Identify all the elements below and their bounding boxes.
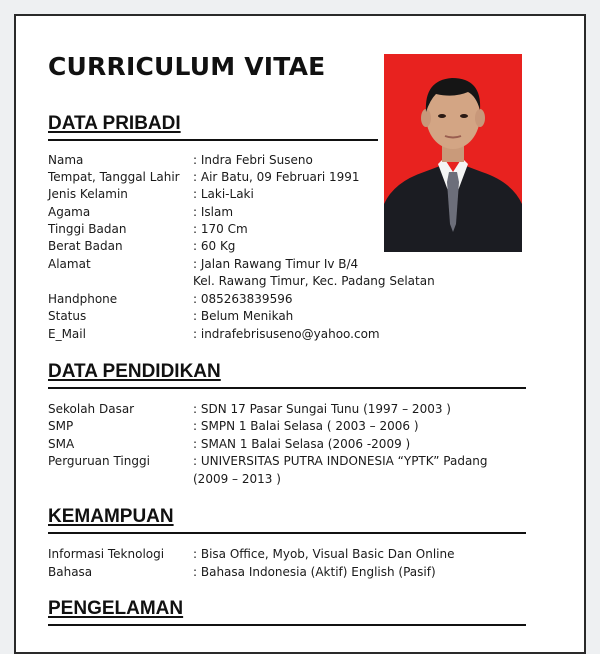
row-value: : Jalan Rawang Timur Iv B/4 bbox=[193, 257, 359, 271]
row-label: E_Mail bbox=[48, 327, 86, 341]
section-heading-kemampuan: KEMAMPUAN bbox=[48, 506, 174, 527]
section-heading-data-pendidikan: DATA PENDIDIKAN bbox=[48, 361, 221, 382]
row-value: : SDN 17 Pasar Sungai Tunu (1997 – 2003 ) bbox=[193, 402, 451, 416]
section-rule bbox=[48, 387, 526, 389]
row-label: Bahasa bbox=[48, 565, 93, 579]
row-label: Status bbox=[48, 309, 87, 323]
row-value: : 60 Kg bbox=[193, 239, 236, 253]
row-value: Kel. Rawang Timur, Kec. Padang Selatan bbox=[193, 274, 435, 288]
row-value: : Islam bbox=[193, 205, 234, 219]
row-value: : UNIVERSITAS PUTRA INDONESIA “YPTK” Padang bbox=[193, 454, 488, 468]
row-label: Nama bbox=[48, 153, 84, 167]
row-value: : indrafebrisuseno@yahoo.com bbox=[193, 327, 380, 341]
row-value: : Laki-Laki bbox=[193, 187, 254, 201]
section-rule bbox=[48, 624, 526, 626]
section-rule bbox=[48, 532, 526, 534]
row-label: SMP bbox=[48, 419, 74, 433]
section-rule bbox=[48, 139, 378, 141]
row-label: Tempat, Tanggal Lahir bbox=[48, 170, 180, 184]
row-value: : Belum Menikah bbox=[193, 309, 294, 323]
section-heading-data-pribadi: DATA PRIBADI bbox=[48, 113, 181, 134]
row-value: : Indra Febri Suseno bbox=[193, 153, 313, 167]
profile-photo bbox=[384, 54, 522, 252]
row-label: Berat Badan bbox=[48, 239, 123, 253]
row-value: : Air Batu, 09 Februari 1991 bbox=[193, 170, 360, 184]
row-value: : Bahasa Indonesia (Aktif) English (Pasif) bbox=[193, 565, 436, 579]
row-value: : 170 Cm bbox=[193, 222, 248, 236]
row-label: SMA bbox=[48, 437, 75, 451]
row-label: Perguruan Tinggi bbox=[48, 454, 150, 468]
row-label: Tinggi Badan bbox=[48, 222, 127, 236]
row-label: Handphone bbox=[48, 292, 118, 306]
row-label: Jenis Kelamin bbox=[48, 187, 128, 201]
row-label: Agama bbox=[48, 205, 91, 219]
row-label: Sekolah Dasar bbox=[48, 402, 135, 416]
cv-title: CURRICULUM VITAE bbox=[48, 52, 326, 81]
row-value: : SMAN 1 Balai Selasa (2006 -2009 ) bbox=[193, 437, 411, 451]
row-label: Alamat bbox=[48, 257, 91, 271]
section-heading-pengelaman: PENGELAMAN bbox=[48, 598, 184, 619]
portrait-illustration bbox=[384, 54, 522, 252]
row-value: : SMPN 1 Balai Selasa ( 2003 – 2006 ) bbox=[193, 419, 419, 433]
row-value: : Bisa Office, Myob, Visual Basic Dan Online bbox=[193, 547, 455, 561]
row-value: : 085263839596 bbox=[193, 292, 293, 306]
row-label: Informasi Teknologi bbox=[48, 547, 165, 561]
row-value: (2009 – 2013 ) bbox=[193, 472, 281, 486]
